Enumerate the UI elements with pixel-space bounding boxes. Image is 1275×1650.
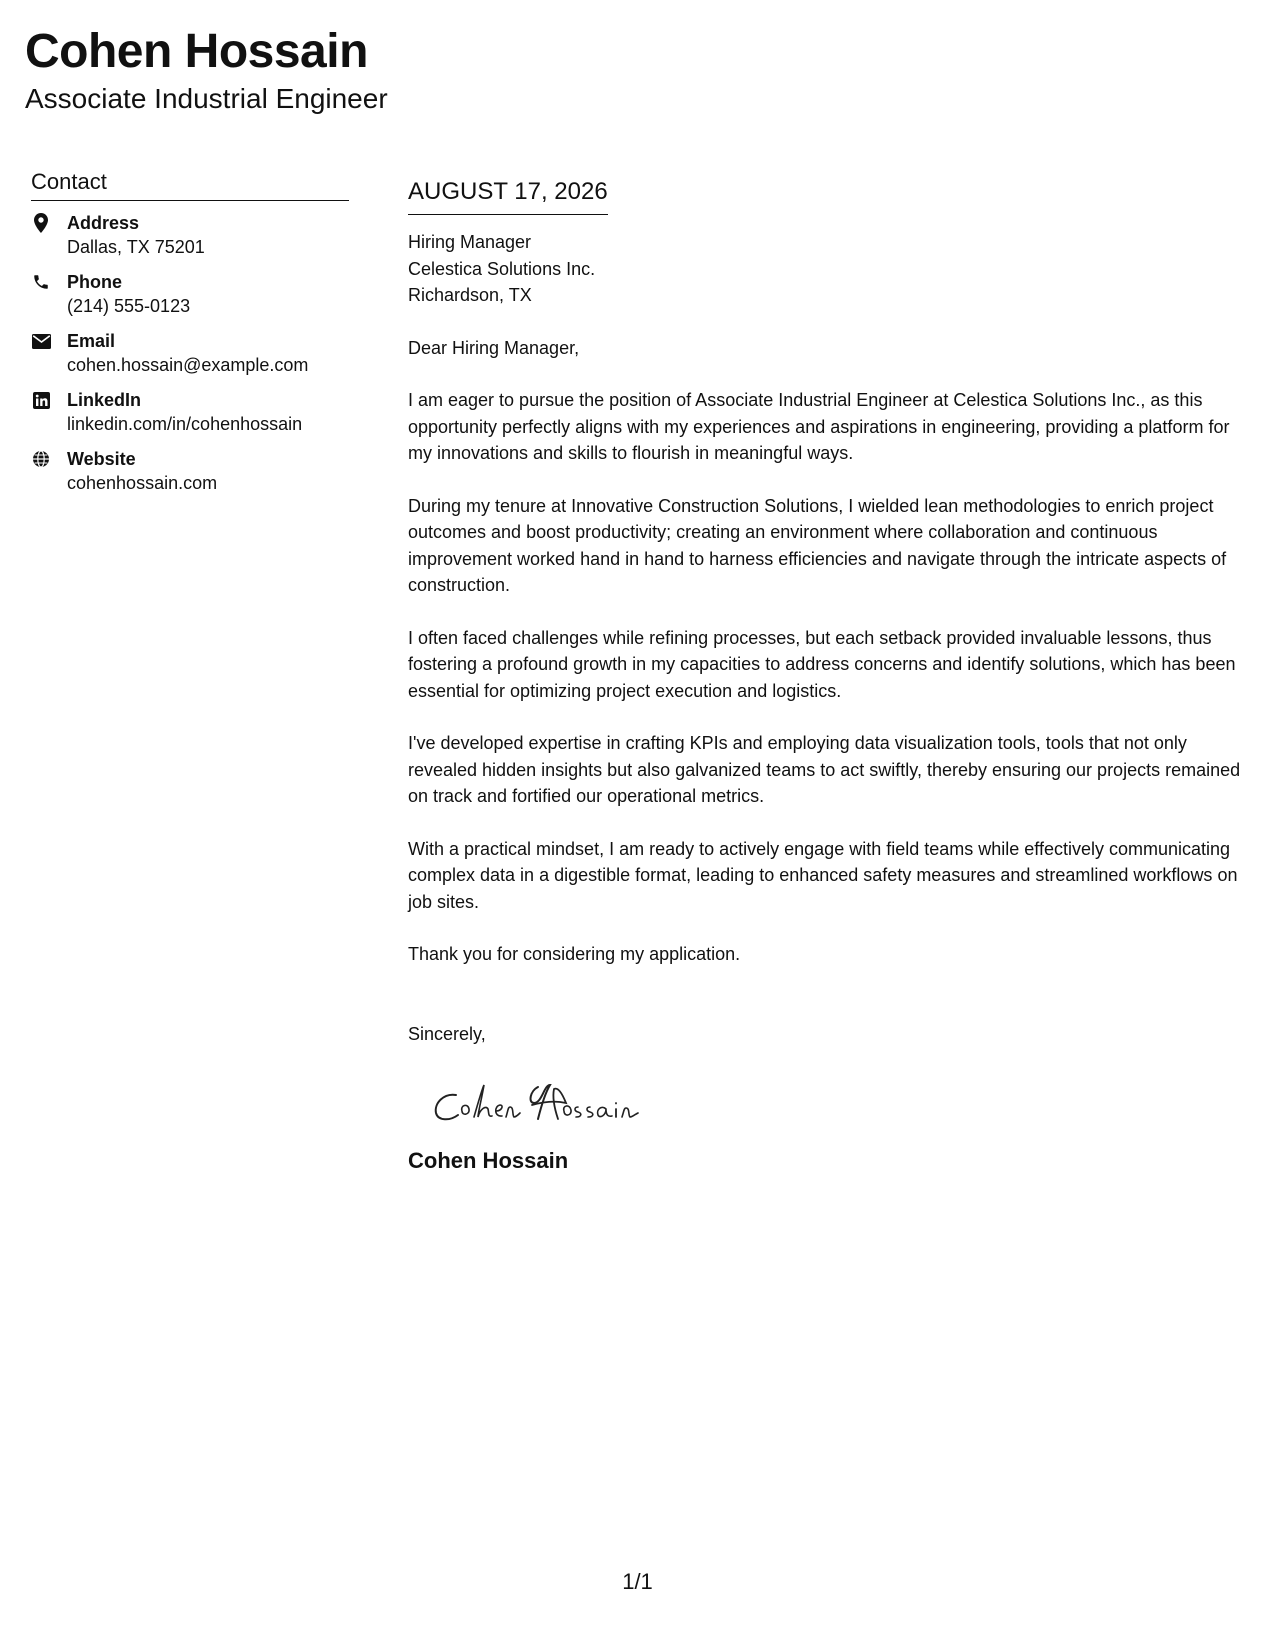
contact-sidebar (31, 168, 349, 506)
body-paragraph: Thank you for considering my application. (408, 944, 741, 964)
letter-header (25, 24, 388, 116)
body-paragraph: With a practical mindset, I am ready to actively engage with field teams while effectively communicating complex data in a digestible format, leading to enhanced safety measures and streamlined workflows on job sites. (408, 838, 1238, 912)
contact-label: LinkedIn (67, 390, 142, 410)
globe-icon (31, 449, 51, 469)
closing: Sincerely, (408, 1023, 486, 1044)
body-paragraph: I am eager to pursue the position of Associate Industrial Engineer at Celestica Solutions Inc., as this opportunity perfectly aligns with my experiences and aspirations in engineering, providing a platform for my innovations and skills to flourish in meaningful ways. (408, 390, 1230, 463)
signature-image (426, 1073, 666, 1133)
linkedin-icon (31, 390, 51, 410)
body-paragraph: I've developed expertise in crafting KPIs and employing data visualization tools, tools that not only revealed hidden insights but also galvanized teams to act swiftly, thereby ensuring our projects remained on track and fortified our operational metrics. (408, 733, 1241, 806)
map-pin-icon (31, 213, 51, 233)
contact-item-email (31, 329, 349, 377)
recipient-block (408, 229, 1248, 309)
recipient-line: Richardson, TX (408, 285, 532, 305)
phone-value[interactable]: (214) 555-0123 (67, 296, 191, 316)
letter-date: AUGUST 17, 2026 (408, 177, 608, 215)
phone-icon (31, 272, 51, 292)
envelope-icon (31, 331, 51, 351)
recipient-line: Hiring Manager (408, 232, 532, 252)
contact-item-linkedin (31, 388, 349, 436)
contact-item-address (31, 211, 349, 259)
contact-label: Email (67, 331, 116, 351)
address-value: Dallas, TX 75201 (67, 237, 205, 257)
salutation: Dear Hiring Manager, (408, 337, 580, 358)
contact-heading: Contact (31, 168, 349, 201)
applicant-title: Associate Industrial Engineer (25, 83, 388, 114)
contact-item-website (31, 447, 349, 495)
email-value[interactable]: cohen.hossain@example.com (67, 355, 309, 375)
body-paragraph: During my tenure at Innovative Construction Solutions, I wielded lean methodologies to enrich project outcomes and boost productivity; creating an environment where collaboration and continuous improvement worked hand in hand to harness efficiencies and navigate through the intricate aspects of construction. (408, 495, 1227, 595)
applicant-name: Cohen Hossain (25, 25, 368, 78)
linkedin-value[interactable]: linkedin.com/in/cohenhossain (67, 414, 303, 434)
signed-name: Cohen Hossain (408, 1148, 569, 1173)
page-number: 1/1 (622, 1569, 653, 1594)
body-paragraph: I often faced challenges while refining processes, but each setback provided invaluable lessons, thus fostering a profound growth in my capacities to address concerns and identify solutions, which has been essential for optimizing project execution and logistics. (408, 627, 1236, 701)
letter-body (408, 177, 1248, 1175)
recipient-line: Celestica Solutions Inc. (408, 258, 596, 279)
contact-item-phone (31, 270, 349, 318)
contact-label: Address (67, 213, 140, 233)
contact-label: Phone (67, 272, 123, 292)
website-value[interactable]: cohenhossain.com (67, 473, 218, 493)
contact-label: Website (67, 449, 136, 469)
